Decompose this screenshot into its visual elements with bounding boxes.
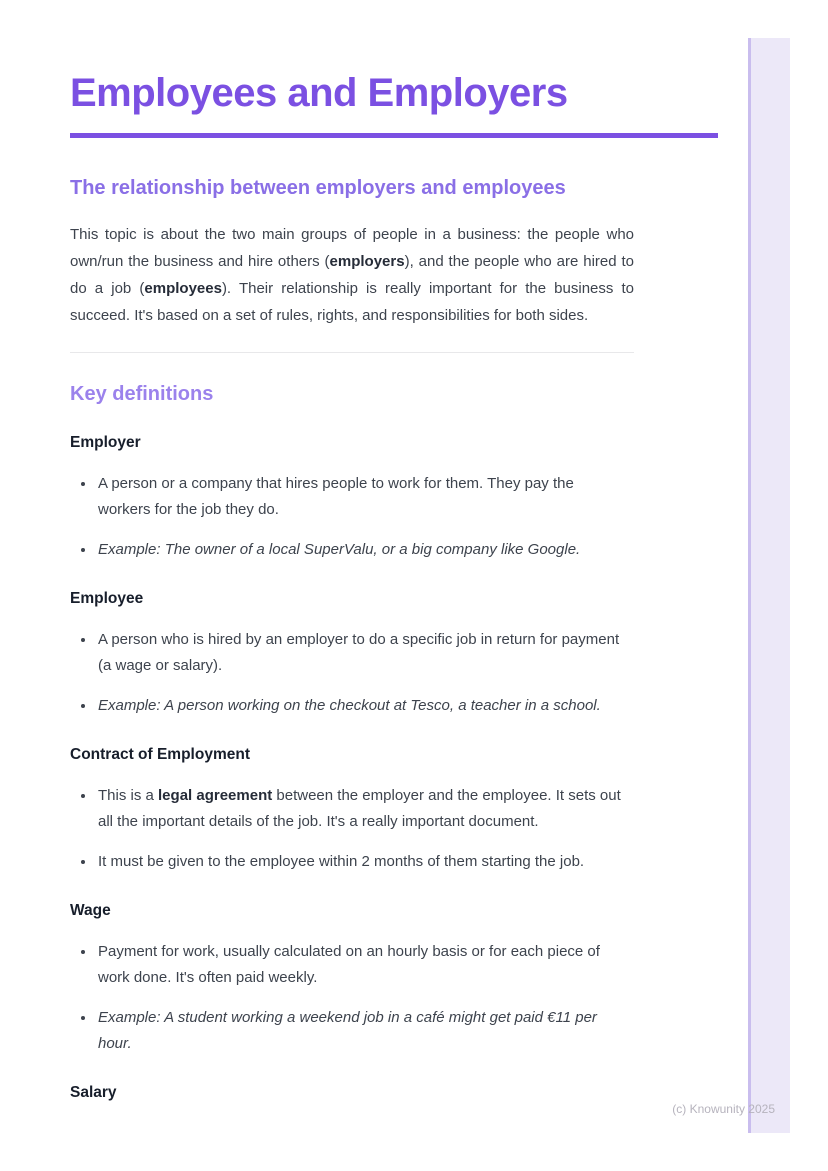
page-title: Employees and Employers (70, 71, 568, 115)
definition-list-employee (70, 627, 626, 719)
intro-paragraph (70, 221, 634, 329)
list-item-example: • Example: The owner of a local SuperValu, or a big company like Google. (96, 537, 626, 563)
term-heading-wage: Wage (70, 902, 111, 919)
term-heading-contract: Contract of Employment (70, 746, 250, 763)
list-item: • It must be given to the employee within 2 months of them starting the job. (96, 849, 626, 875)
list-item: • A person or a company that hires people to work for them. They pay the workers for the job they do. (96, 471, 626, 523)
text-segment: between the employer and the employee. It sets out all the important details of the job. It's a really important document. (98, 787, 621, 830)
definition-list-employer (70, 471, 626, 563)
text-segment: ), and the people who are hired to do a job ( (70, 253, 634, 297)
text-segment-bold-employers: employers (329, 253, 405, 270)
definition-list-wage (70, 939, 626, 1057)
text-segment-bold-employees: employees (144, 280, 222, 297)
section-heading-key-definitions: Key definitions (70, 383, 214, 405)
text-segment: This is a (98, 787, 159, 804)
list-item: • Payment for work, usually calculated on an hourly basis or for each piece of work done. It's often paid weekly. (96, 939, 626, 991)
list-item-example: • Example: A person working on the checkout at Tesco, a teacher in a school. (96, 693, 626, 719)
document-content (70, 0, 718, 1103)
copyright-footer: (c) Knowunity 2025 (672, 1102, 775, 1116)
term-heading-employer: Employer (70, 434, 141, 451)
text-segment: This topic is about the two main groups of people in a business: the people who own/run the business and hire others ( (70, 226, 634, 270)
definition-list-contract (70, 783, 626, 875)
term-heading-salary: Salary (70, 1084, 117, 1101)
section-divider (70, 352, 634, 353)
list-item: • A person who is hired by an employer to do a specific job in return for payment (a wage or salary). (96, 627, 626, 679)
title-underline-rule (70, 133, 718, 138)
text-segment-bold-legal-agreement: legal agreement (158, 787, 273, 804)
section-heading-relationship: The relationship between employers and employees (70, 177, 566, 199)
decorative-side-strip (748, 38, 790, 1133)
list-item (96, 783, 626, 835)
list-item-example: • Example: A student working a weekend job in a café might get paid €11 per hour. (96, 1005, 626, 1057)
term-heading-employee: Employee (70, 590, 144, 607)
text-segment: ). Their relationship is really important for the business to succeed. It's based on a set of rules, rights, and responsibilities for both sides. (70, 280, 635, 324)
